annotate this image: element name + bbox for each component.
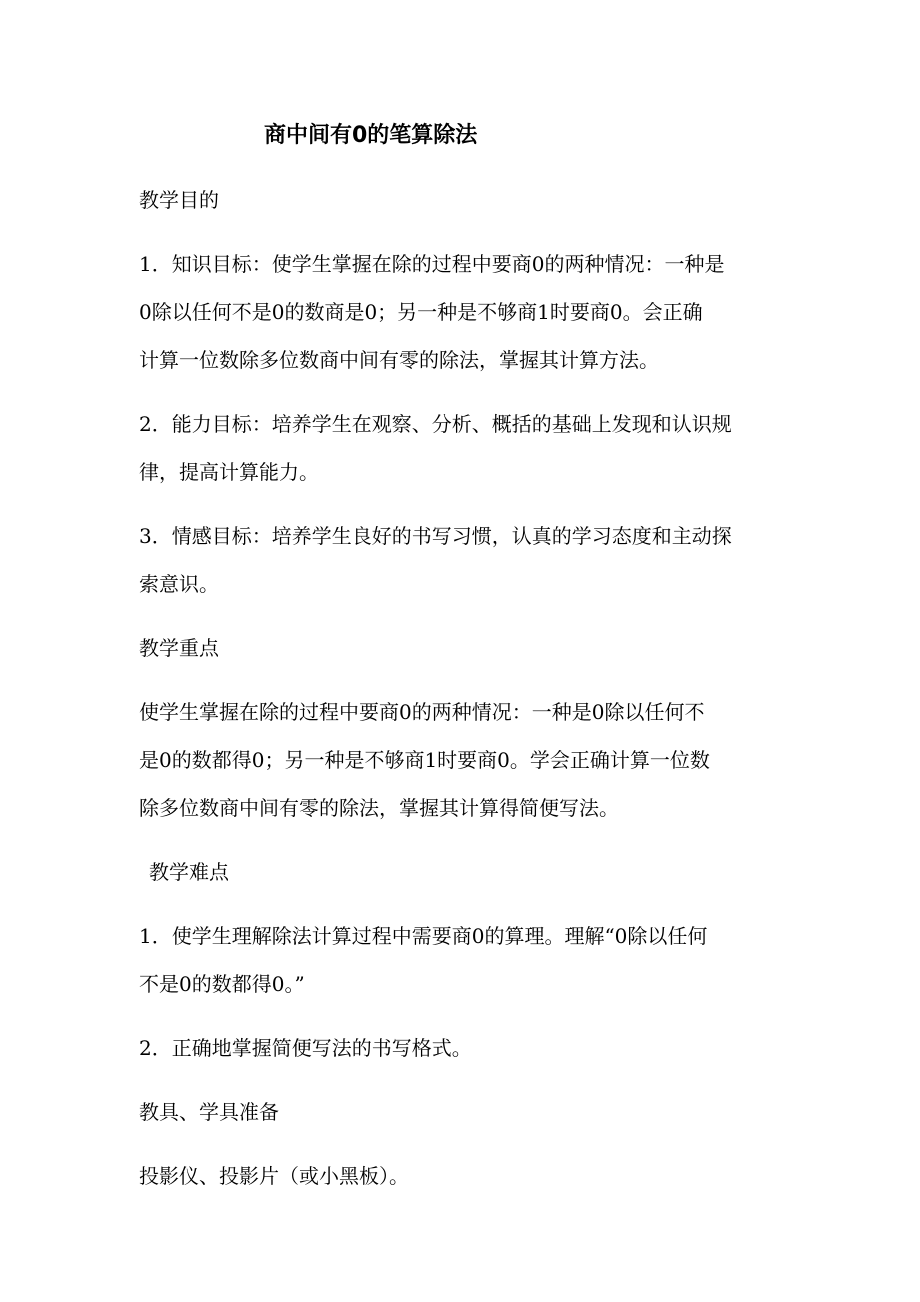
- section-heading-key-points: 教学重点: [139, 636, 219, 660]
- page-title: 商中间有0的笔算除法: [264, 123, 478, 148]
- difficulty-1-line-1: 1．使学生理解除法计算过程中需要商0的算理。理解“0除以任何: [139, 924, 708, 948]
- difficulty-1-line-2: 不是0的数都得0。”: [139, 972, 305, 996]
- objective-3-line-2: 索意识。: [139, 572, 219, 596]
- section-heading-objectives: 教学目的: [139, 188, 219, 212]
- section-heading-difficulties: 教学难点: [149, 860, 229, 884]
- objective-2-line-1: 2．能力目标：培养学生在观察、分析、概括的基础上发现和认识规: [139, 412, 732, 436]
- objective-2-line-2: 律，提高计算能力。: [139, 460, 319, 484]
- key-points-line-1: 使学生掌握在除的过程中要商0的两种情况：一种是0除以任何不: [139, 700, 705, 724]
- objective-1-line-2: 0除以任何不是0的数商是0；另一种是不够商1时要商0。会正确: [139, 300, 703, 324]
- key-points-line-3: 除多位数商中间有零的除法，掌握其计算得简便写法。: [139, 796, 619, 820]
- materials-line-1: 投影仪、投影片（或小黑板）。: [139, 1164, 409, 1188]
- difficulty-2-line-1: 2．正确地掌握简便写法的书写格式。: [139, 1036, 472, 1060]
- objective-1-line-1: 1．知识目标：使学生掌握在除的过程中要商0的两种情况：一种是: [139, 252, 725, 276]
- section-heading-materials: 教具、学具准备: [139, 1100, 279, 1124]
- key-points-line-2: 是0的数都得0；另一种是不够商1时要商0。学会正确计算一位数: [139, 748, 710, 772]
- objective-1-line-3: 计算一位数除多位数商中间有零的除法，掌握其计算方法。: [139, 348, 659, 372]
- objective-3-line-1: 3．情感目标：培养学生良好的书写习惯，认真的学习态度和主动探: [139, 524, 732, 548]
